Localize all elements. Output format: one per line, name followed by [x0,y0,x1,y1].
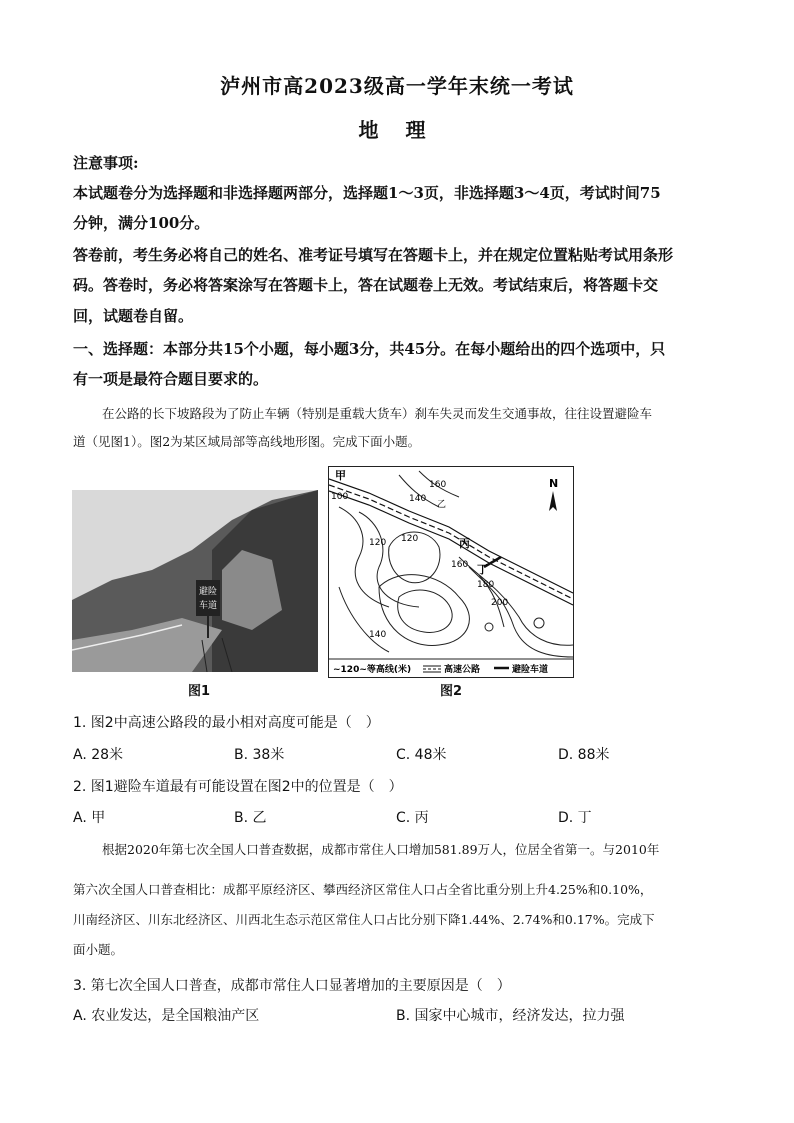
question-1-stem: 1. 图2中高速公路段的最小相对高度可能是（ ） [73,715,380,731]
notice-heading: 注意事项: [73,154,139,172]
legend-escape: 避险车道 [512,665,549,675]
notice-line: 本试题卷分为选择题和非选择题两部分，选择题1～3页，非选择题3～4页，考试时间75 [73,184,661,202]
contour-label: 100 [331,492,349,502]
material-2-line: 面小题。 [73,942,124,957]
figure-2-map [328,466,574,678]
north-arrow-icon [549,491,557,511]
contour-label: 160 [451,560,469,570]
question-2-option-b[interactable]: B. 乙 [234,810,267,826]
material-2-line: 根据2020年第七次全国人口普查数据，成都市常住人口增加581.89万人，位居全省第一。与2010年 [102,842,660,857]
label-yi: 乙 [437,500,447,510]
question-3-stem: 3. 第七次全国人口普查，成都市常住人口显著增加的主要原因是（ ） [73,978,511,994]
label-ding: 丁 [477,563,488,576]
contour-label: 180 [477,580,495,590]
question-1-option-b[interactable]: B. 38米 [234,747,285,763]
material-2-line: 川南经济区、川东北经济区、川西北生态示范区常住人口占比分别下降1.44%、2.74%和0.17%。完成下 [73,912,655,927]
sign-text-2: 车道 [198,601,218,611]
subject-title: 地 理 [358,118,436,142]
north-icon: N [549,477,559,490]
notice-line: 答卷前，考生务必将自己的姓名、准考证号填写在答题卡上，并在规定位置粘贴考试用条形 [73,246,674,264]
question-2-option-c[interactable]: C. 丙 [396,810,429,826]
material-intro-cont: 道（见图1）。图2为某区域局部等高线地形图。完成下面小题。 [73,434,421,449]
label-jia: 甲 [335,469,346,482]
notice-line: 码。答卷时，务必将答案涂写在答题卡上，答在试题卷上无效。考试结束后，将答题卡交 [73,276,659,294]
question-1-option-c[interactable]: C. 48米 [396,747,447,763]
contour-label: 140 [369,630,387,640]
contour-label: 200 [491,598,509,608]
question-2-option-d[interactable]: D. 丁 [558,810,592,826]
notice-line: 回，试题卷自留。 [73,307,194,325]
contour-label: 140 [409,494,427,504]
question-3-option-b[interactable]: B. 国家中心城市，经济发达，拉力强 [396,1008,625,1024]
question-2-stem: 2. 图1避险车道最有可能设置在图2中的位置是（ ） [73,779,403,795]
exam-title: 泸州市高2023级高一学年末统一考试 [220,74,574,98]
section-heading: 一、选择题：本部分共15个小题，每小题3分，共45分。在每小题给出的四个选项中，只 [73,340,666,358]
figure-2-caption: 图2 [440,684,463,699]
legend-highway: 高速公路 [444,665,481,675]
figure-1-photo [72,490,318,672]
label-bing: 丙 [459,537,470,550]
question-1-option-d[interactable]: D. 88米 [558,747,610,763]
contour-label: 120 [369,538,387,548]
notice-line: 分钟，满分100分。 [73,214,210,232]
section-heading-cont: 有一项是最符合题目要求的。 [73,370,269,388]
figure-1-caption: 图1 [188,684,211,699]
contour-label: 120 [401,534,419,544]
legend-contour: ~120~等高线(米) [333,665,412,675]
question-1-option-a[interactable]: A. 28米 [73,747,124,763]
sign-text-1: 避险 [198,587,218,597]
question-3-option-a[interactable]: A. 农业发达，是全国粮油产区 [73,1008,260,1024]
question-2-option-a[interactable]: A. 甲 [73,810,106,826]
material-2-line: 第六次全国人口普查相比：成都平原经济区、攀西经济区常住人口占全省比重分别上升4.25%和0.10%， [73,882,653,897]
contour-label: 160 [429,480,447,490]
material-intro: 在公路的长下坡路段为了防止车辆（特别是重载大货车）刹车失灵而发生交通事故，往往设置避险车 [102,406,653,421]
